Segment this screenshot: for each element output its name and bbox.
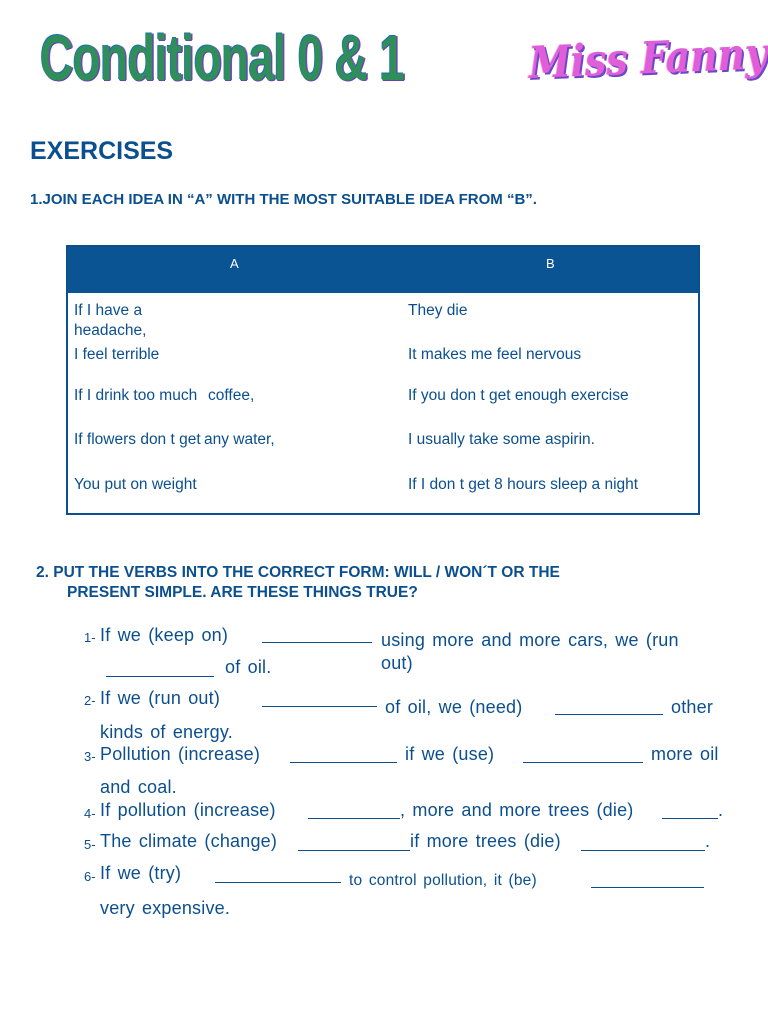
sentence-text: .	[705, 831, 711, 851]
answer-blank[interactable]	[555, 714, 663, 715]
sentence-text: , more and more trees (die)	[400, 800, 634, 820]
sentence-text: using more and more cars, we (run	[381, 630, 679, 650]
sentence-text: .	[718, 800, 724, 820]
sentence-text: to control pollution, it (be)	[349, 872, 537, 889]
table-cell: I feel terrible	[74, 346, 160, 363]
sentence-text: of oil.	[225, 657, 272, 677]
item-number: 1-	[84, 630, 96, 645]
table-cell: If you don t get enough exercise	[408, 387, 629, 404]
sentence-text: out)	[381, 653, 413, 673]
item-number: 2-	[84, 693, 96, 708]
exercise1-instruction: 1.JOIN EACH IDEA IN “A” WITH THE MOST SUITABLE IDEA FROM “B”.	[30, 191, 537, 208]
table-header	[68, 247, 698, 293]
sentence-text: The climate (change)	[100, 831, 278, 851]
sentence-text: more oil	[651, 744, 719, 764]
answer-blank[interactable]	[308, 818, 400, 819]
exercise2-number: 2.	[36, 564, 49, 581]
table-cell: If I have a headache,	[74, 302, 147, 339]
sentence-text: kinds of energy.	[100, 722, 233, 742]
column-header-a: A	[230, 256, 239, 271]
answer-blank[interactable]	[106, 676, 214, 677]
instruction-line: PUT THE VERBS INTO THE CORRECT FORM: WILL / WON´T OR THE	[53, 564, 560, 581]
author-logo: Miss Fanny	[528, 28, 768, 89]
page-title: Conditional 0 & 1	[40, 22, 405, 94]
sentence-text: Pollution (increase)	[100, 744, 261, 764]
column-header-b: B	[546, 256, 555, 271]
sentence-text: of oil, we (need)	[385, 697, 523, 717]
table-cell: coffee,	[208, 387, 255, 404]
sentence-text: if more trees (die)	[410, 831, 561, 851]
sentence-text: If we (run out)	[100, 688, 221, 708]
table-cell: I usually take some aspirin.	[408, 431, 595, 448]
table-cell: If I don t get 8 hours sleep a night	[408, 476, 639, 493]
item-number: 3-	[84, 749, 96, 764]
sentence-text: and coal.	[100, 777, 177, 797]
answer-blank[interactable]	[262, 706, 377, 707]
sentence-text: other	[671, 697, 714, 717]
exercise2-instruction	[36, 563, 736, 603]
table-cell: If I drink too much	[74, 387, 198, 404]
table-cell: They die	[408, 302, 468, 319]
item-number: 5-	[84, 837, 96, 852]
answer-blank[interactable]	[262, 642, 372, 643]
answer-blank[interactable]	[215, 882, 341, 883]
section-heading: EXERCISES	[30, 137, 174, 165]
answer-blank[interactable]	[290, 762, 397, 763]
item-number: 4-	[84, 806, 96, 821]
sentence-text: If we (try)	[100, 863, 182, 883]
sentence-text: If pollution (increase)	[100, 800, 276, 820]
matching-table	[66, 245, 700, 515]
table-cell: You put on weight	[74, 476, 197, 493]
answer-blank[interactable]	[662, 818, 718, 819]
instruction-line: PRESENT SIMPLE. ARE THESE THINGS TRUE?	[67, 584, 418, 601]
answer-blank[interactable]	[581, 850, 705, 851]
sentence-text: if we (use)	[405, 744, 495, 764]
table-cell: any water,	[204, 431, 275, 448]
sentence-text: If we (keep on)	[100, 625, 229, 645]
answer-blank[interactable]	[523, 762, 643, 763]
table-cell: It makes me feel nervous	[408, 346, 582, 363]
item-number: 6-	[84, 869, 96, 884]
answer-blank[interactable]	[591, 887, 704, 888]
sentence-text: very expensive.	[100, 898, 231, 918]
answer-blank[interactable]	[298, 850, 410, 851]
table-cell: If flowers don t get	[74, 431, 201, 448]
